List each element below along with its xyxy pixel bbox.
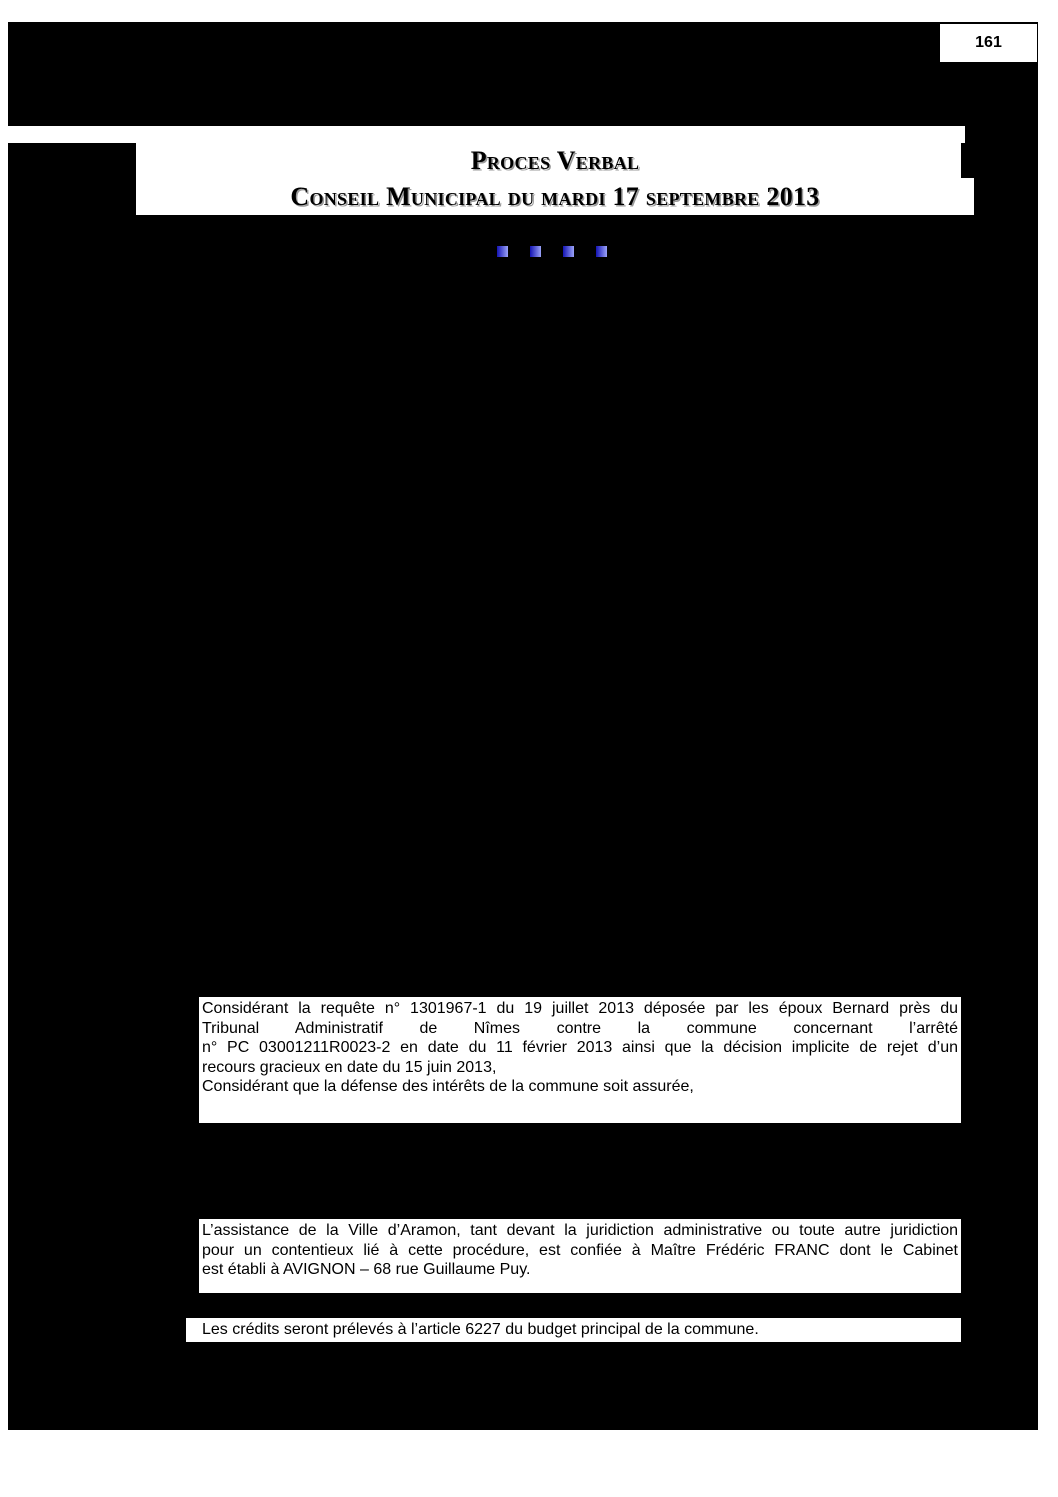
redaction-top xyxy=(8,22,1038,126)
title-block xyxy=(136,143,974,215)
assistance-line: pour un contentieux lié à cette procédure, est confiée à Maître Frédéric FRANC dont le Cabinet xyxy=(202,1241,958,1259)
assistance-text xyxy=(202,1221,958,1280)
page-number: 161 xyxy=(940,24,1037,62)
document-subtitle: Conseil Municipal du mardi 17 septembre 2013 xyxy=(290,182,820,211)
credits-text: Les crédits seront prélevés à l’article 6227 du budget principal de la commune. xyxy=(202,1321,759,1338)
redaction-right-notch xyxy=(965,126,1038,146)
decorative-square-icon xyxy=(497,246,508,257)
decorative-square-icon xyxy=(563,246,574,257)
title-right-mark xyxy=(961,143,974,178)
considerant-line: Tribunal Administratif de Nîmes contre la commune concernant l’arrêté xyxy=(202,1019,958,1037)
decorative-square-icon xyxy=(596,246,607,257)
considerant-line: Considérant que la défense des intérêts de la commune soit assurée, xyxy=(202,1078,694,1095)
considerant-line: Considérant la requête n° 1301967-1 du 19 juillet 2013 déposée par les époux Bernard près du xyxy=(202,1000,958,1017)
considerants-text xyxy=(202,999,958,1097)
considerant-line: recours gracieux en date du 15 juin 2013, xyxy=(202,1058,497,1076)
document-title: Proces Verbal xyxy=(470,146,640,175)
considerant-line: n° PC 03001211R0023-2 en date du 11 février 2013 ainsi que la décision implicite de rejet d’un xyxy=(202,1039,958,1056)
assistance-line: L’assistance de la Ville d’Aramon, tant devant la juridiction administrative ou toute autre juridiction xyxy=(202,1222,958,1239)
decorative-square-icon xyxy=(530,246,541,257)
assistance-line: est établi à AVIGNON – 68 rue Guillaume Puy. xyxy=(202,1261,531,1278)
